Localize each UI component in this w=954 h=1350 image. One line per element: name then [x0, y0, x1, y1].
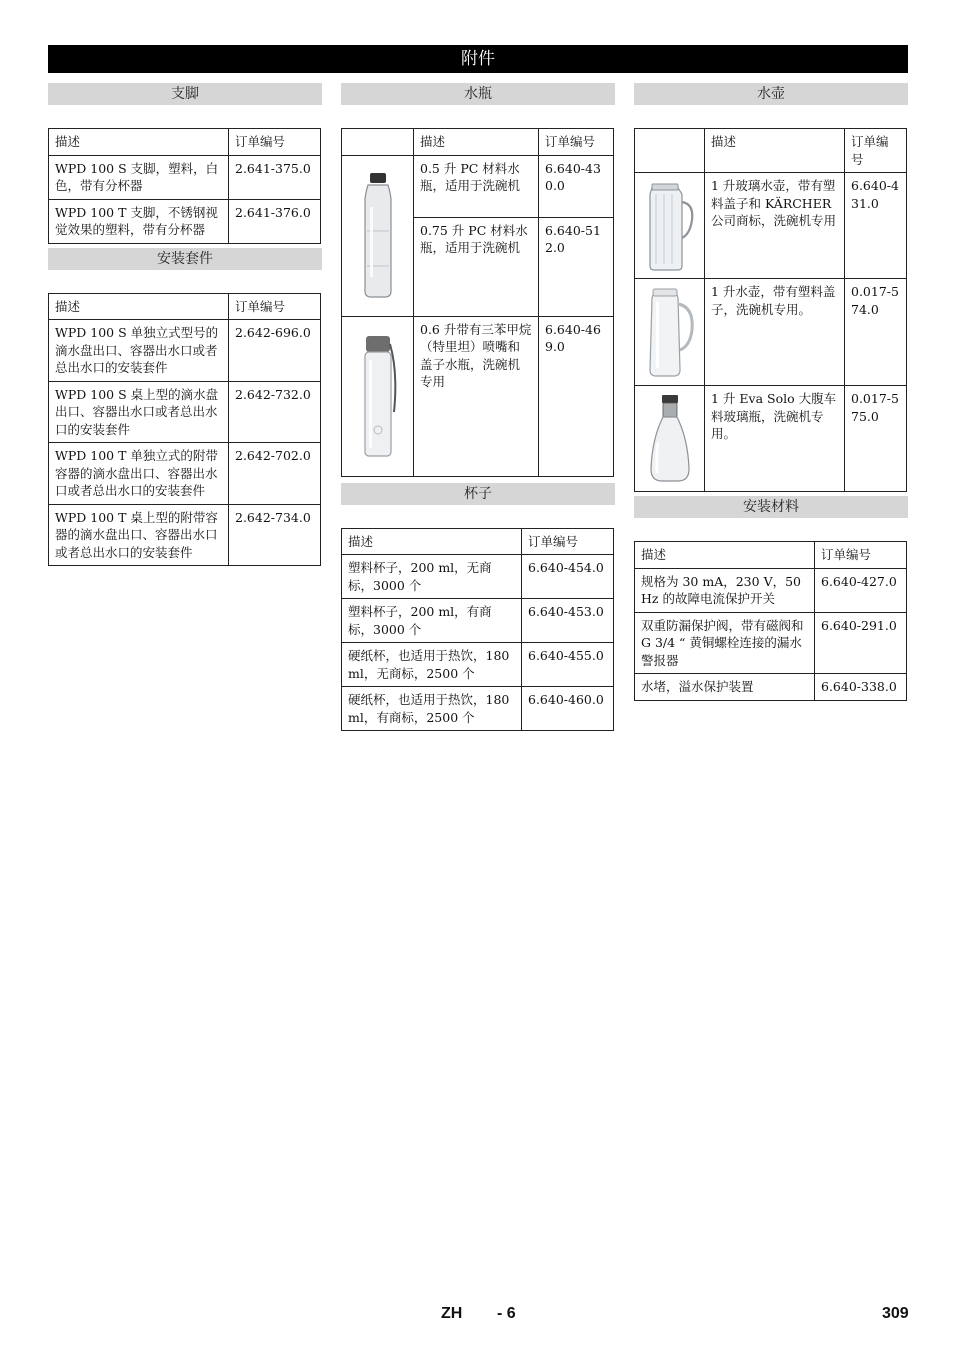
column-header-image — [342, 129, 414, 156]
row-desc: WPD 100 S 桌上型的滴水盘出口、容器出水口或者总出水口的安装套件 — [49, 381, 229, 443]
glass-jug-image — [635, 173, 705, 279]
table-row — [49, 504, 321, 566]
row-desc: 0.5 升 PC 材料水瓶，适用于洗碗机 — [414, 155, 539, 217]
row-order: 6.640-453.0 — [522, 599, 614, 643]
row-desc: 硬纸杯，也适用于热饮，180 ml，无商标，2500 个 — [342, 643, 522, 687]
table-row — [49, 155, 321, 199]
row-desc: 规格为 30 mA，230 V，50 Hz 的故障电流保护开关 — [635, 568, 815, 612]
table-row — [635, 173, 907, 279]
row-order: 6.640-469.0 — [539, 316, 614, 476]
column-header-desc: 描述 — [342, 528, 522, 555]
row-desc: WPD 100 T 支脚，不锈钢视觉效果的塑料，带有分杯器 — [49, 199, 229, 243]
section-title-install-material: 安装材料 — [634, 496, 908, 518]
row-order: 2.642-696.0 — [229, 320, 321, 382]
table-header-row — [49, 129, 321, 156]
section-title-bottles: 水瓶 — [341, 83, 615, 105]
column-header-order: 订单编号 — [815, 542, 907, 569]
row-order: 6.640-431.0 — [845, 173, 907, 279]
table-row — [342, 316, 614, 476]
row-order: 6.640-455.0 — [522, 643, 614, 687]
table-row — [342, 687, 614, 731]
row-desc: WPD 100 T 桌上型的附带容器的滴水盘出口、容器出水口或者总出水口的安装套件 — [49, 504, 229, 566]
column-header-order: 订单编号 — [539, 129, 614, 156]
column-header-desc: 描述 — [414, 129, 539, 156]
section-title-install-kit: 安装套件 — [48, 248, 322, 270]
row-desc: 0.6 升带有三苯甲烷 （特里坦）喷嘴和盖子水瓶，洗碗机专用 — [414, 316, 539, 476]
column-middle — [341, 83, 615, 731]
table-row — [49, 320, 321, 382]
row-desc: 1 升玻璃水壶，带有塑料盖子和 KÄRCHER 公司商标，洗碗机专用 — [705, 173, 845, 279]
column-header-desc: 描述 — [635, 542, 815, 569]
cups-table — [341, 528, 614, 732]
row-order: 0.017-575.0 — [845, 386, 907, 492]
row-order: 0.017-574.0 — [845, 279, 907, 386]
table-row — [635, 279, 907, 386]
row-desc: 1 升 Eva Solo 大腹车料玻璃瓶，洗碗机专用。 — [705, 386, 845, 492]
table-header-row — [49, 293, 321, 320]
row-desc: WPD 100 S 支脚，塑料，白色，带有分杯器 — [49, 155, 229, 199]
table-row — [635, 674, 907, 701]
column-header-desc: 描述 — [49, 129, 229, 156]
section-title-jugs: 水壶 — [634, 83, 908, 105]
column-header-desc: 描述 — [705, 129, 845, 173]
footer-language: ZH — [441, 1305, 463, 1322]
column-header-order: 订单编号 — [522, 528, 614, 555]
table-row — [342, 643, 614, 687]
row-order: 6.640-338.0 — [815, 674, 907, 701]
row-order: 6.640-427.0 — [815, 568, 907, 612]
row-order: 2.642-732.0 — [229, 381, 321, 443]
row-desc: 塑料杯子，200 ml，无商标，3000 个 — [342, 555, 522, 599]
eva-solo-carafe-image — [635, 386, 705, 492]
table-row — [635, 386, 907, 492]
section-title-cups: 杯子 — [341, 483, 615, 505]
footer-page-number: 309 — [882, 1305, 909, 1322]
table-row — [342, 599, 614, 643]
row-order: 2.642-734.0 — [229, 504, 321, 566]
row-desc: WPD 100 S 单独立式型号的滴水盘出口、容器出水口或者总出水口的安装套件 — [49, 320, 229, 382]
bottles-table — [341, 128, 614, 477]
row-desc: 硬纸杯，也适用于热饮，180 ml，有商标，2500 个 — [342, 687, 522, 731]
install-material-table — [634, 541, 907, 701]
row-desc: 塑料杯子，200 ml，有商标，3000 个 — [342, 599, 522, 643]
table-row — [635, 612, 907, 674]
footer-section: - 6 — [497, 1305, 516, 1322]
table-header-row — [342, 129, 614, 156]
row-desc: WPD 100 T 单独立式的附带容器的滴水盘出口、容器出水口或者总出水口的安装套件 — [49, 443, 229, 505]
table-header-row — [342, 528, 614, 555]
table-row — [49, 199, 321, 243]
column-header-desc: 描述 — [49, 293, 229, 320]
install-kit-table — [48, 293, 321, 567]
bottle-tritan-image — [342, 316, 414, 476]
row-order: 6.640-460.0 — [522, 687, 614, 731]
page-title: 附件 — [48, 45, 908, 73]
column-right — [634, 83, 908, 701]
row-order: 2.641-375.0 — [229, 155, 321, 199]
section-title-stand: 支脚 — [48, 83, 322, 105]
column-header-image — [635, 129, 705, 173]
table-row — [342, 155, 614, 217]
row-order: 6.640-430.0 — [539, 155, 614, 217]
table-row — [49, 381, 321, 443]
row-desc: 1 升水壶，带有塑料盖子，洗碗机专用。 — [705, 279, 845, 386]
jugs-table — [634, 128, 907, 492]
row-order: 6.640-512.0 — [539, 217, 614, 316]
table-header-row — [635, 542, 907, 569]
stand-table — [48, 128, 321, 244]
row-order: 2.641-376.0 — [229, 199, 321, 243]
plastic-lid-jug-image — [635, 279, 705, 386]
column-header-order: 订单编号 — [229, 129, 321, 156]
table-row — [635, 568, 907, 612]
row-desc: 水堵，溢水保护装置 — [635, 674, 815, 701]
bottle-clear-image — [342, 155, 414, 316]
row-order: 2.642-702.0 — [229, 443, 321, 505]
column-header-order: 订单编号 — [845, 129, 907, 173]
table-row — [49, 443, 321, 505]
column-left — [48, 83, 322, 566]
row-desc: 双重防漏保护阀，带有磁阀和 G 3/4 “ 黄铜螺栓连接的漏水警报器 — [635, 612, 815, 674]
row-order: 6.640-291.0 — [815, 612, 907, 674]
row-order: 6.640-454.0 — [522, 555, 614, 599]
row-desc: 0.75 升 PC 材料水瓶，适用于洗碗机 — [414, 217, 539, 316]
table-header-row — [635, 129, 907, 173]
table-row — [342, 555, 614, 599]
column-header-order: 订单编号 — [229, 293, 321, 320]
